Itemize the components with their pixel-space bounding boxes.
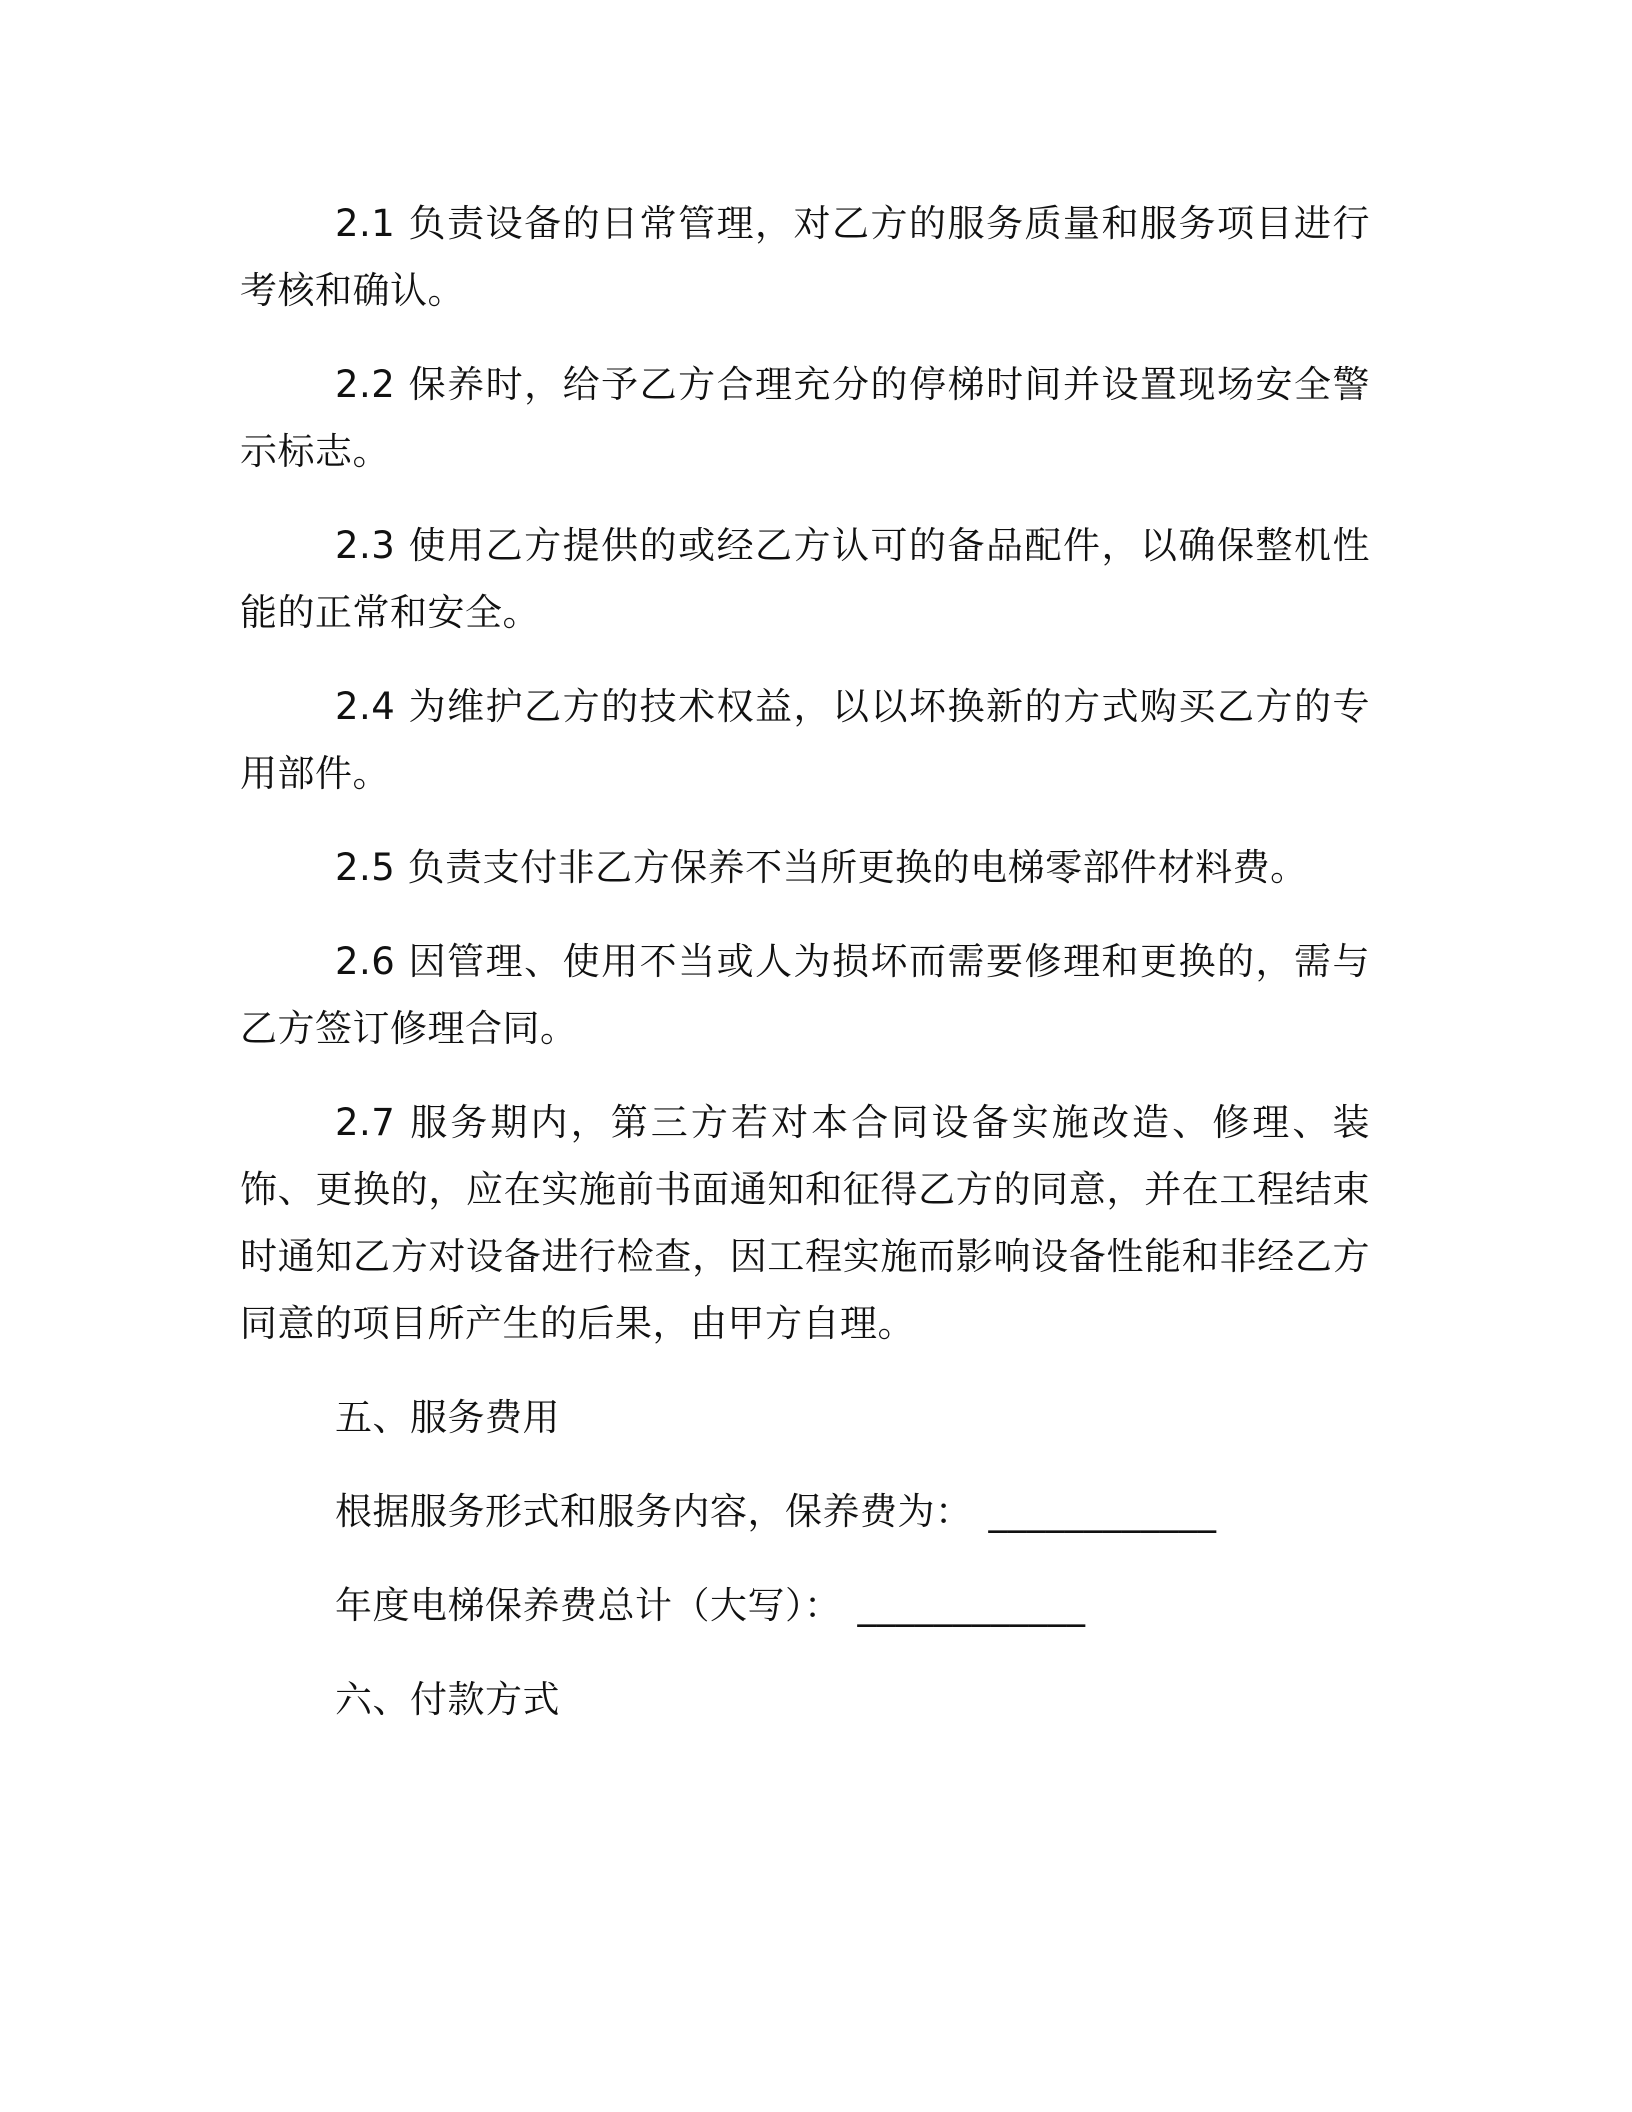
fee-line-label: 根据服务形式和服务内容，保养费为：: [335, 1490, 973, 1533]
total-line: [240, 1572, 1370, 1639]
clause-2-4: 2.4 为维护乙方的技术权益，以以坏换新的方式购买乙方的专用部件。: [240, 685, 1370, 795]
clause-2-1: 2.1 负责设备的日常管理，对乙方的服务质量和服务项目进行考核和确认。: [240, 202, 1370, 312]
clause-2-6: 2.6 因管理、使用不当或人为损坏而需要修理和更换的，需与乙方签订修理合同。: [240, 940, 1370, 1050]
total-line-blank: ____________: [857, 1584, 1086, 1627]
fee-line-blank: ____________: [988, 1490, 1217, 1533]
section-5-heading: 五、服务费用: [335, 1396, 560, 1439]
clause-2-7: 2.7 服务期内，第三方若对本合同设备实施改造、修理、装饰、更换的，应在实施前书面通知和征得乙方的同意，并在工程结束时通知乙方对设备进行检查，因工程实施而影响设备性能和非经乙方同意的项目所产生的后果，由甲方自理。: [240, 1101, 1370, 1345]
section-6-heading: 六、付款方式: [335, 1678, 560, 1721]
clause-2-5: 2.5 负责支付非乙方保养不当所更换的电梯零部件材料费。: [335, 846, 1308, 889]
clause-2-2: 2.2 保养时，给予乙方合理充分的停梯时间并设置现场安全警示标志。: [240, 363, 1370, 473]
document-body: [240, 190, 1370, 1760]
clause-2-3: 2.3 使用乙方提供的或经乙方认可的备品配件，以确保整机性能的正常和安全。: [240, 524, 1370, 634]
total-line-label: 年度电梯保养费总计（大写）：: [335, 1584, 842, 1627]
fee-line: [240, 1478, 1370, 1545]
